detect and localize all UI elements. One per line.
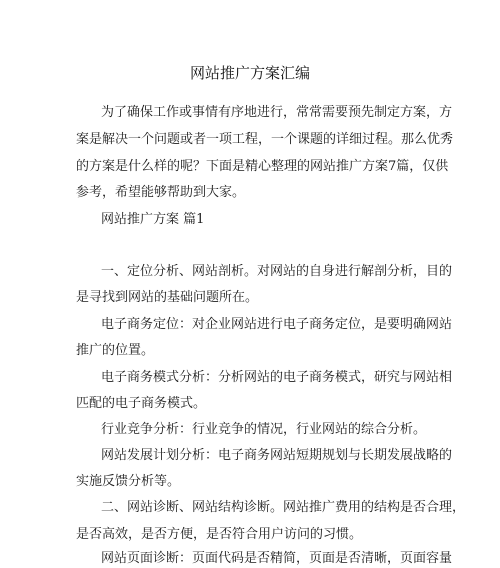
paragraph-line: 是寻找到网站的基础问题所在。 <box>76 290 259 305</box>
paragraph-line: 为了确保工作或事情有序地进行，常常需要预先制定方案，方 <box>101 105 453 120</box>
paragraph-line: 网站发展计划分析：电子商务网站短期规划与长期发展战略的 <box>101 448 453 463</box>
section-heading: 网站推广方案 篇1 <box>101 212 205 227</box>
paragraph-line: 参考，希望能够帮助到大家。 <box>76 185 246 200</box>
paragraph-line: 网站页面诊断：页面代码是否精简，页面是否清晰，页面容量 <box>101 551 453 566</box>
paragraph-line: 电子商务定位：对企业网站进行电子商务定位，是要明确网站 <box>101 317 453 332</box>
paragraph-line: 推广的位置。 <box>76 343 155 358</box>
paragraph-line: 匹配的电子商务模式。 <box>76 396 207 411</box>
paragraph-line: 的方案是什么样的呢？下面是精心整理的网站推广方案7篇，仅供 <box>76 159 449 174</box>
document-title: 网站推广方案汇编 <box>189 64 310 82</box>
paragraph-line: 行业竞争分析：行业竞争的情况，行业网站的综合分析。 <box>101 422 427 437</box>
paragraph-line: 案是解决一个问题或者一项工程，一个课题的详细过程。那么优秀 <box>76 132 454 147</box>
paragraph-line: 一、定位分析、网站剖析。对网站的自身进行解剖分析，目的 <box>101 264 453 279</box>
paragraph-line: 是否高效，是否方便，是否符合用户访问的习惯。 <box>76 527 363 542</box>
paragraph-line: 实施反馈分析等。 <box>76 474 181 489</box>
paragraph-line: 电子商务模式分析：分析网站的电子商务模式，研究与网站相 <box>101 370 453 385</box>
paragraph-line: 二、网站诊断、网站结构诊断。网站推广费用的结构是否合理， <box>101 500 466 515</box>
